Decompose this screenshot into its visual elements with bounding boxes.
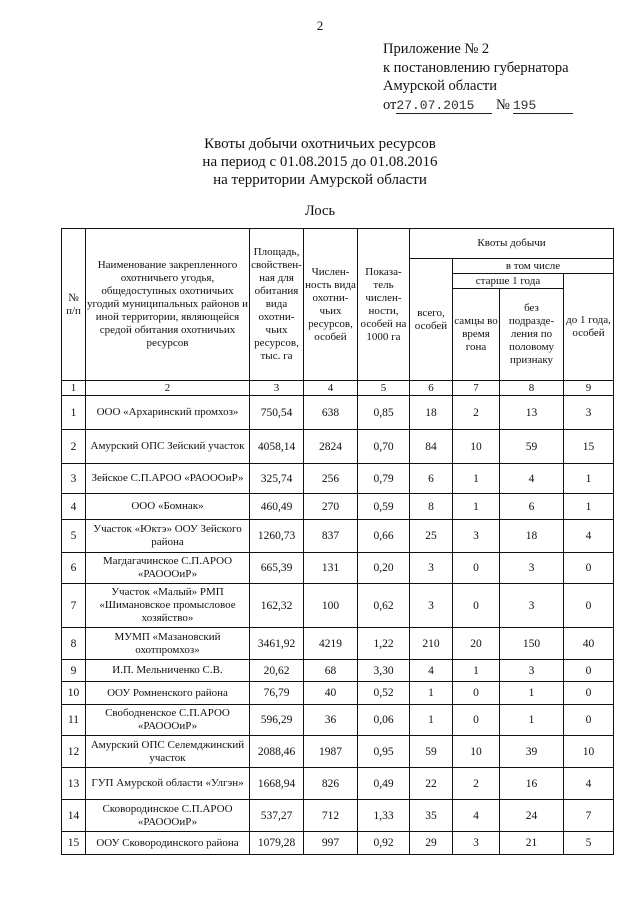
row-number: 9: [62, 660, 86, 682]
column-number: 2: [86, 381, 250, 396]
column-numbers-row: [62, 381, 614, 396]
quota-total: 84: [410, 430, 453, 464]
quota-under-1: 4: [564, 768, 614, 800]
row-number: 12: [62, 736, 86, 768]
quota-males: 4: [453, 800, 500, 832]
area-value: 76,79: [250, 682, 304, 705]
title-line-2: на период с 01.08.2015 до 01.08.2016: [202, 154, 438, 170]
column-number: 6: [410, 381, 453, 396]
header-total: всего, особей: [410, 259, 453, 381]
quota-under-1: 7: [564, 800, 614, 832]
quota-total: 3: [410, 553, 453, 584]
population-count: 100: [304, 584, 358, 628]
title-line-1: Квоты добычи охотничьих ресурсов: [204, 136, 436, 152]
hunting-ground-name: ООУ Сковородинского района: [86, 832, 250, 855]
quota-no-sex: 1: [500, 705, 564, 736]
hunting-ground-name: ГУП Амурской области «Улгэн»: [86, 768, 250, 800]
row-number: 11: [62, 705, 86, 736]
hunting-ground-name: Участок «Юктэ» ООУ Зейского района: [86, 520, 250, 553]
quota-total: 3: [410, 584, 453, 628]
hunting-ground-name: ООО «Архаринский промхоз»: [86, 396, 250, 430]
table-body: [62, 396, 614, 855]
column-number: 3: [250, 381, 304, 396]
density-index: 0,20: [358, 553, 410, 584]
hunting-ground-name: МУМП «Мазановский охотпромхоз»: [86, 628, 250, 660]
quota-males: 0: [453, 682, 500, 705]
density-index: 0,06: [358, 705, 410, 736]
header-under1: до 1 года, особей: [564, 274, 614, 381]
quota-total: 22: [410, 768, 453, 800]
quota-under-1: 1: [564, 494, 614, 520]
quota-total: 4: [410, 660, 453, 682]
header-count: Числен-ность вида охотни-чьих ресурсов, особей: [304, 229, 358, 381]
area-value: 1079,28: [250, 832, 304, 855]
density-index: 0,92: [358, 832, 410, 855]
table-row: [62, 553, 614, 584]
page-number: 2: [316, 18, 324, 33]
area-value: 4058,14: [250, 430, 304, 464]
table-row: [62, 584, 614, 628]
density-index: 0,59: [358, 494, 410, 520]
title-line-3: на территории Амурской области: [213, 172, 427, 188]
area-value: 2088,46: [250, 736, 304, 768]
density-index: 0,95: [358, 736, 410, 768]
row-number: 5: [62, 520, 86, 553]
area-value: 665,39: [250, 553, 304, 584]
decree-number: 195: [513, 99, 573, 114]
area-value: 3461,92: [250, 628, 304, 660]
quota-total: 25: [410, 520, 453, 553]
column-number: 8: [500, 381, 564, 396]
quota-total: 35: [410, 800, 453, 832]
population-count: 68: [304, 660, 358, 682]
quota-no-sex: 24: [500, 800, 564, 832]
row-number: 7: [62, 584, 86, 628]
quota-no-sex: 150: [500, 628, 564, 660]
table-row: [62, 430, 614, 464]
column-number: 9: [564, 381, 614, 396]
column-number: 5: [358, 381, 410, 396]
quota-under-1: 0: [564, 660, 614, 682]
quota-total: 18: [410, 396, 453, 430]
quota-no-sex: 13: [500, 396, 564, 430]
hunting-ground-name: Участок «Малый» РМП «Шимановское промысловое хозяйство»: [86, 584, 250, 628]
population-count: 2824: [304, 430, 358, 464]
table-row: [62, 800, 614, 832]
quota-males: 10: [453, 430, 500, 464]
table-row: [62, 682, 614, 705]
hunting-ground-name: Сковородинское С.П.АРОО «РАОООиР»: [86, 800, 250, 832]
hunting-ground-name: Магдагачинское С.П.АРОО «РАОООиР»: [86, 553, 250, 584]
hunting-ground-name: Свободненское С.П.АРОО «РАОООиР»: [86, 705, 250, 736]
quota-males: 3: [453, 520, 500, 553]
quota-no-sex: 21: [500, 832, 564, 855]
quota-under-1: 5: [564, 832, 614, 855]
column-number: 1: [62, 381, 86, 396]
quota-no-sex: 6: [500, 494, 564, 520]
quota-under-1: 0: [564, 553, 614, 584]
area-value: 537,27: [250, 800, 304, 832]
header-area: Площадь, свойствен-ная для обитания вида охотни-чьих ресурсов, тыс. га: [250, 229, 304, 381]
table-header: [62, 229, 614, 396]
quota-total: 59: [410, 736, 453, 768]
population-count: 638: [304, 396, 358, 430]
quota-no-sex: 1: [500, 682, 564, 705]
from-label: от: [383, 96, 397, 113]
quota-males: 1: [453, 494, 500, 520]
number-label: №: [496, 96, 510, 113]
quota-under-1: 0: [564, 682, 614, 705]
density-index: 0,52: [358, 682, 410, 705]
row-number: 10: [62, 682, 86, 705]
hunting-ground-name: Амурский ОПС Селемджинский участок: [86, 736, 250, 768]
density-index: 1,33: [358, 800, 410, 832]
document-title: [0, 135, 640, 189]
quota-no-sex: 18: [500, 520, 564, 553]
quota-under-1: 0: [564, 584, 614, 628]
hunting-ground-name: Зейское С.П.АРОО «РАОООиР»: [86, 464, 250, 494]
quota-no-sex: 16: [500, 768, 564, 800]
density-index: 0,49: [358, 768, 410, 800]
quota-no-sex: 4: [500, 464, 564, 494]
decree-date: 27.07.2015: [396, 99, 492, 114]
hunting-ground-name: И.П. Мельниченко С.В.: [86, 660, 250, 682]
population-count: 131: [304, 553, 358, 584]
density-index: 1,22: [358, 628, 410, 660]
quota-males: 2: [453, 768, 500, 800]
quota-total: 8: [410, 494, 453, 520]
area-value: 460,49: [250, 494, 304, 520]
quota-no-sex: 39: [500, 736, 564, 768]
table-row: [62, 396, 614, 430]
hunting-ground-name: ООО «Бомнак»: [86, 494, 250, 520]
area-value: 20,62: [250, 660, 304, 682]
header-no-sex: без подразде-ления по половому признаку: [500, 289, 564, 381]
population-count: 4219: [304, 628, 358, 660]
header-older: старше 1 года: [453, 274, 564, 289]
quota-males: 2: [453, 396, 500, 430]
table-row: [62, 832, 614, 855]
quota-table: [61, 228, 614, 855]
row-number: 6: [62, 553, 86, 584]
table-row: [62, 705, 614, 736]
quota-no-sex: 3: [500, 660, 564, 682]
table-row: [62, 520, 614, 553]
appendix-line-2: к постановлению губернатора: [383, 59, 569, 76]
quota-under-1: 10: [564, 736, 614, 768]
hunting-ground-name: Амурский ОПС Зейский участок: [86, 430, 250, 464]
quota-no-sex: 3: [500, 553, 564, 584]
quota-males: 1: [453, 464, 500, 494]
quota-males: 0: [453, 584, 500, 628]
area-value: 1668,94: [250, 768, 304, 800]
appendix-signature-line: [383, 96, 573, 115]
density-index: 0,79: [358, 464, 410, 494]
quota-no-sex: 3: [500, 584, 564, 628]
table-row: [62, 464, 614, 494]
row-number: 2: [62, 430, 86, 464]
quota-under-1: 15: [564, 430, 614, 464]
area-value: 162,32: [250, 584, 304, 628]
quota-total: 6: [410, 464, 453, 494]
column-number: 7: [453, 381, 500, 396]
quota-total: 210: [410, 628, 453, 660]
header-num: № п/п: [62, 229, 86, 381]
quota-males: 1: [453, 660, 500, 682]
species-heading: Лось: [304, 203, 336, 219]
appendix-header: [383, 40, 573, 114]
area-value: 750,54: [250, 396, 304, 430]
quota-no-sex: 59: [500, 430, 564, 464]
row-number: 14: [62, 800, 86, 832]
row-number: 1: [62, 396, 86, 430]
row-number: 15: [62, 832, 86, 855]
population-count: 40: [304, 682, 358, 705]
quota-males: 3: [453, 832, 500, 855]
population-count: 826: [304, 768, 358, 800]
population-count: 270: [304, 494, 358, 520]
quota-under-1: 1: [564, 464, 614, 494]
area-value: 1260,73: [250, 520, 304, 553]
quota-under-1: 4: [564, 520, 614, 553]
hunting-ground-name: ООУ Ромненского района: [86, 682, 250, 705]
density-index: 3,30: [358, 660, 410, 682]
table-row: [62, 660, 614, 682]
population-count: 997: [304, 832, 358, 855]
appendix-line-3: Амурской области: [383, 78, 497, 94]
density-index: 0,66: [358, 520, 410, 553]
header-quota: Квоты добычи: [410, 229, 614, 259]
population-count: 36: [304, 705, 358, 736]
quota-under-1: 3: [564, 396, 614, 430]
quota-total: 1: [410, 682, 453, 705]
table-row: [62, 494, 614, 520]
row-number: 8: [62, 628, 86, 660]
area-value: 325,74: [250, 464, 304, 494]
header-males: самцы во время гона: [453, 289, 500, 381]
table-row: [62, 736, 614, 768]
quota-males: 0: [453, 705, 500, 736]
row-number: 4: [62, 494, 86, 520]
row-number: 13: [62, 768, 86, 800]
population-count: 712: [304, 800, 358, 832]
table-row: [62, 628, 614, 660]
table-row: [62, 768, 614, 800]
population-count: 837: [304, 520, 358, 553]
header-index: Показа-тель числен-ности, особей на 1000 га: [358, 229, 410, 381]
quota-males: 20: [453, 628, 500, 660]
header-name: Наименование закрепленного охотничьего угодья, общедоступных охотничьих угодий муниципальных районов и иной территории, являющейся средой обитания охотничьих ресурсов: [86, 229, 250, 381]
population-count: 1987: [304, 736, 358, 768]
density-index: 0,62: [358, 584, 410, 628]
density-index: 0,70: [358, 430, 410, 464]
appendix-line-1: Приложение № 2: [383, 41, 490, 57]
column-number: 4: [304, 381, 358, 396]
quota-total: 1: [410, 705, 453, 736]
quota-males: 0: [453, 553, 500, 584]
area-value: 596,29: [250, 705, 304, 736]
population-count: 256: [304, 464, 358, 494]
quota-males: 10: [453, 736, 500, 768]
quota-under-1: 0: [564, 705, 614, 736]
quota-total: 29: [410, 832, 453, 855]
quota-under-1: 40: [564, 628, 614, 660]
density-index: 0,85: [358, 396, 410, 430]
row-number: 3: [62, 464, 86, 494]
header-including: в том числе: [453, 259, 614, 274]
